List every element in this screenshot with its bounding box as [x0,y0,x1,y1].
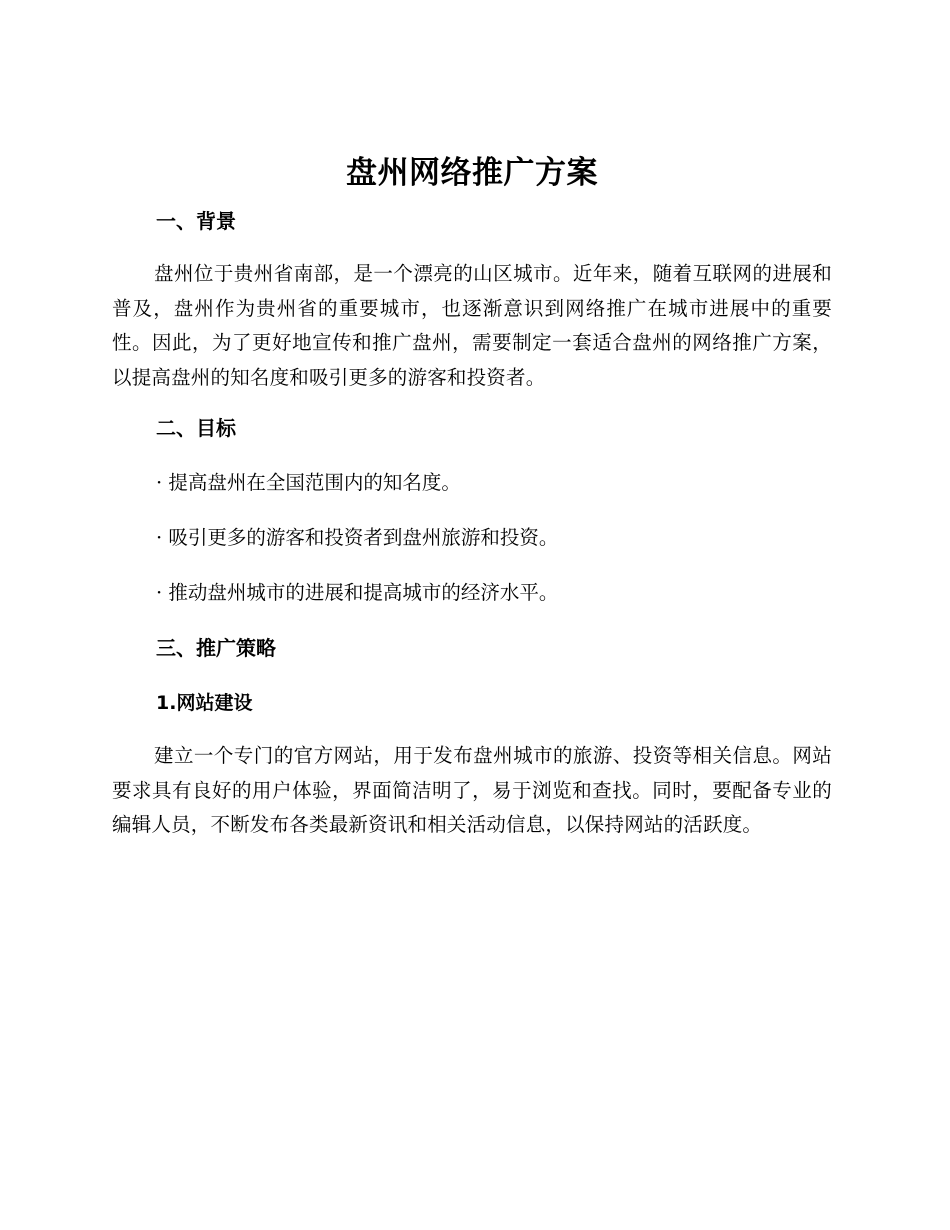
goal-bullet-item: · 吸引更多的游客和投资者到盘州旅游和投资。 [156,526,559,549]
document-title: 盘州网络推广方案 [346,155,598,191]
document-body [112,150,832,843]
section-heading-goals: 二、目标 [156,416,236,440]
paragraph-background: 盘州位于贵州省南部，是一个漂亮的山区城市。近年来，随着互联网的进展和普及，盘州作为贵州省的重要城市，也逐渐意识到网络推广在城市进展中的重要性。因此，为了更好地宣传和推广盘州，需要制定一套适合盘州的网络推广方案，以提高盘州的知名度和吸引更多的游客和投资者。 [112,262,832,389]
subsection-heading-website: 1.网站建设 [156,692,253,714]
goal-bullet-item: · 推动盘州城市的进展和提高城市的经济水平。 [156,581,559,604]
goal-bullet-item: · 提高盘州在全国范围内的知名度。 [156,471,461,494]
section-heading-background: 一、背景 [156,209,236,233]
paragraph-website: 建立一个专门的官方网站，用于发布盘州城市的旅游、投资等相关信息。网站要求具有良好的用户体验，界面简洁明了，易于浏览和查找。同时，要配备专业的编辑人员，不断发布各类最新资讯和相关活动信息，以保持网站的活跃度。 [112,744,832,836]
section-heading-strategy: 三、推广策略 [156,636,276,660]
